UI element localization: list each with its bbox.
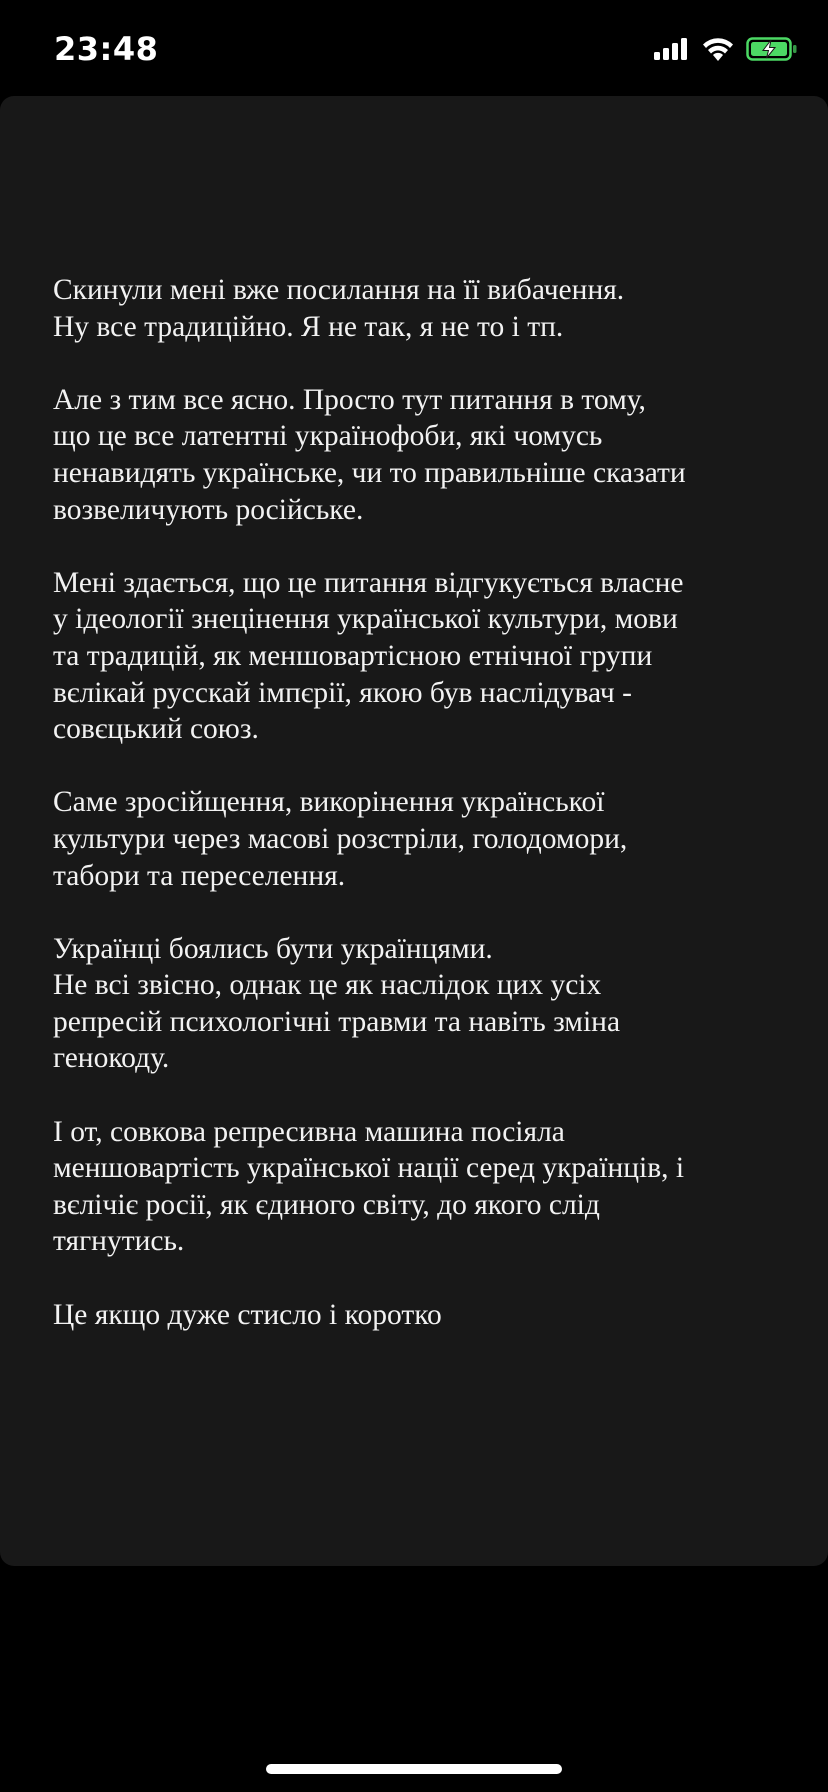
story-paragraph	[53, 931, 793, 1077]
story-paragraph	[53, 272, 793, 345]
story-paragraph	[53, 784, 793, 894]
story-line: Ну все традиційно. Я не так, я не то і тп.	[53, 310, 564, 343]
home-indicator[interactable]	[266, 1764, 562, 1774]
story-line: меншовартість української нації серед українців, і	[53, 1152, 685, 1185]
story-line: що це все латентні українофоби, які чомусь	[53, 420, 603, 453]
wifi-icon	[702, 37, 734, 61]
story-line: І от, совкова репресивна машина посіяла	[53, 1115, 565, 1148]
story-paragraph	[53, 1114, 793, 1260]
story-line: вєлікай русскай імпєрії, якою був наслідувач -	[53, 676, 632, 709]
story-line: ненавидять українське, чи то правильніше сказати	[53, 456, 686, 489]
battery-charging-icon	[746, 37, 798, 61]
signal-icon	[654, 38, 690, 60]
story-line: табори та переселення.	[53, 859, 346, 892]
story-line: Не всі звісно, однак це як наслідок цих усіх	[53, 969, 602, 1002]
story-line: тягнутись.	[53, 1225, 185, 1258]
story-line: культури через масові розстріли, голодомори,	[53, 822, 628, 855]
status-icons	[654, 34, 798, 64]
story-text	[53, 272, 793, 1370]
story-line: Саме зросійщення, викорінення української	[53, 786, 605, 819]
story-line: Скинули мені вже посилання на її вибачення.	[53, 274, 625, 306]
story-line: Українці боялись бути українцями.	[53, 932, 493, 965]
story-paragraph	[53, 565, 793, 748]
story-line: та традицій, як меншовартісною етнічної групи	[53, 639, 653, 672]
status-time: 23:48	[54, 30, 159, 68]
story-line: генокоду.	[53, 1042, 170, 1075]
story-line: совєцький союз.	[53, 713, 259, 746]
story-line: Мені здається, що це питання відгукується власне	[53, 566, 684, 599]
story-paragraph	[53, 1297, 793, 1334]
story-line: Але з тим все ясно. Просто тут питання в тому,	[53, 383, 646, 416]
story-paragraph	[53, 382, 793, 528]
story-line: вєлічіє росії, як єдиного світу, до якого слід	[53, 1188, 600, 1221]
status-bar	[0, 0, 828, 96]
story-line: возвеличують російське.	[53, 493, 364, 526]
story-line: у ідеології знецінення української культури, мови	[53, 603, 678, 636]
story-line: репресій психологічні травми та навіть зміна	[53, 1005, 621, 1038]
story-line: Це якщо дуже стисло і коротко	[53, 1298, 442, 1331]
